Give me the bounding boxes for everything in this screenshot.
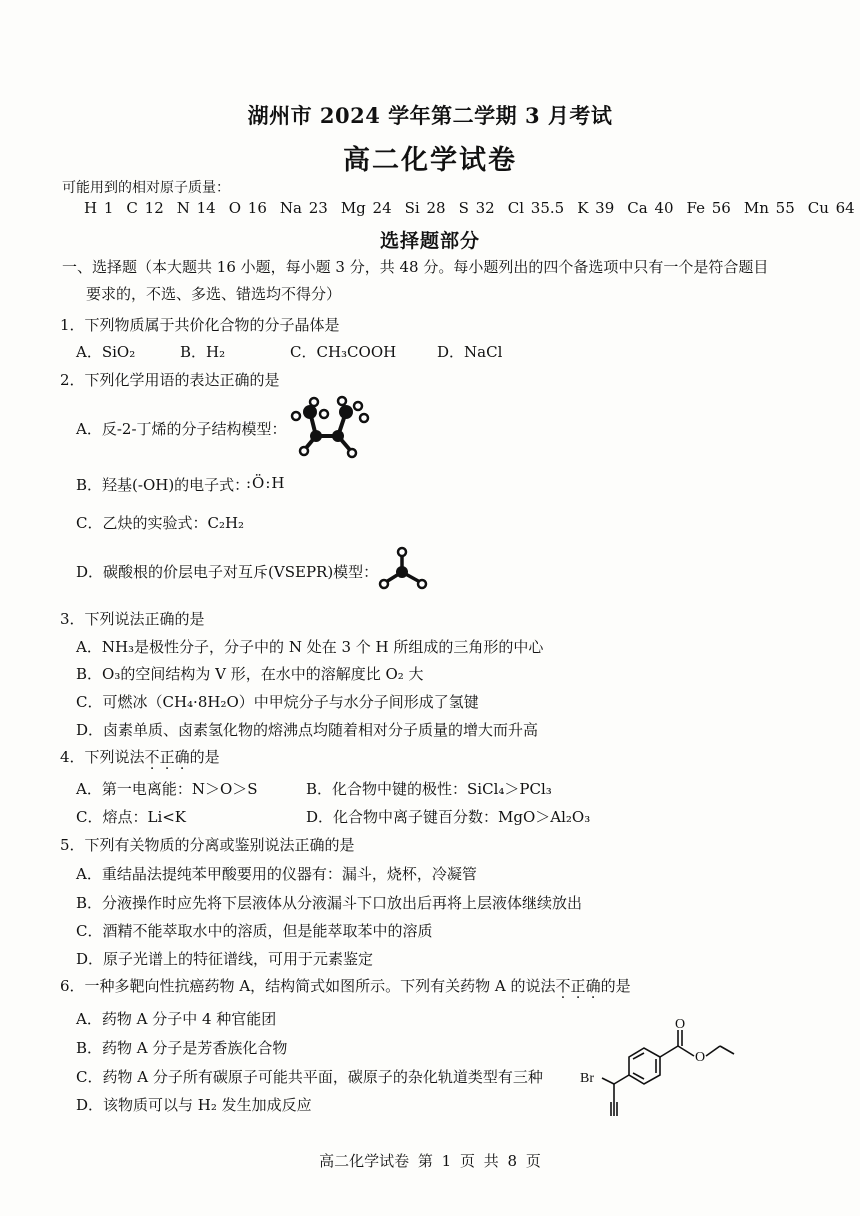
atomic-mass-item: Na 23 [279, 199, 328, 217]
atomic-mass-item: Ca 40 [627, 199, 674, 217]
section-title: 选择题部分 [379, 230, 480, 252]
q6-option-a: A．药物 A 分子中 4 种官能团 [76, 1010, 277, 1028]
q6-option-b: B．药物 A 分子是芳香族化合物 [76, 1039, 288, 1057]
atomic-mass-item: Cu 64 [807, 199, 855, 217]
q6-option-c: C．药物 A 分子所有碳原子可能共平面，碳原子的杂化轨道类型有三种 [76, 1068, 543, 1086]
q4-emphasis-char: 不 [144, 748, 160, 766]
q3-option-d: D．卤素单质、卤素氢化物的熔沸点均随着相对分子质量的增大而升高 [76, 721, 539, 739]
trans-2-butene-model-image [284, 396, 380, 456]
atomic-mass-item: Cl 35.5 [507, 199, 565, 217]
q5-option-a: A．重结晶法提纯苯甲酸要用的仪器有：漏斗，烧杯，冷凝管 [76, 865, 477, 883]
q1-option-a: A．SiO₂ [76, 343, 136, 361]
atomic-mass-item: Mn 55 [743, 199, 795, 217]
q1-option-d: D．NaCl [437, 343, 503, 361]
atomic-mass-item: K 39 [577, 199, 615, 217]
hydroxyl-electron-formula: :Ö:H [246, 474, 286, 492]
exam-subtitle: 高二化学试卷 [343, 145, 517, 176]
q6-emphasis-char: 确 [585, 977, 601, 995]
q4-option-d: D．化合物中离子键百分数：MgO＞Al₂O₃ [306, 808, 591, 826]
q2-stem: 2．下列化学用语的表达正确的是 [60, 371, 280, 389]
atomic-mass-item: C 12 [126, 199, 164, 217]
q6-stem [60, 975, 631, 996]
q4-stem-suffix: 的是 [189, 748, 220, 766]
q5-option-b: B．分液操作时应先将下层液体从分液漏斗下口放出后再将上层液体继续放出 [76, 894, 583, 912]
drug-a-structure-image [576, 1018, 746, 1122]
q4-option-c: C．熔点：Li<K [76, 808, 187, 826]
q4-stem [60, 746, 220, 767]
q4-emphasis-char: 正 [159, 748, 175, 766]
q6-stem-prefix: 6．一种多靶向性抗癌药物 A，结构简式如图所示。下列有关药物 A 的说法 [60, 977, 556, 995]
q5-stem: 5．下列有关物质的分离或鉴别说法正确的是 [60, 836, 355, 854]
carbonyl-oxygen-label: O [674, 1017, 686, 1032]
q5-option-c: C．酒精不能萃取水中的溶质，但是能萃取苯中的溶质 [76, 922, 433, 940]
atomic-mass-item: S 32 [458, 199, 495, 217]
q3-stem: 3．下列说法正确的是 [60, 610, 205, 628]
q6-emphasis-char: 不 [555, 977, 571, 995]
part1-instruction-line1: 一、选择题（本大题共 16 小题，每小题 3 分，共 48 分。每小题列出的四个备选项中只有一个是符合题目 [62, 258, 769, 276]
atomic-mass-item: O 16 [228, 199, 267, 217]
part1-instruction-line2: 要求的，不选、多选、错选均不得分） [86, 285, 342, 303]
q2-option-a: A．反-2-丁烯的分子结构模型： [76, 420, 287, 438]
q6-option-d: D．该物质可以与 H₂ 发生加成反应 [76, 1096, 312, 1114]
q5-option-d: D．原子光谱上的特征谱线，可用于元素鉴定 [76, 950, 374, 968]
q4-emphasis-char: 确 [174, 748, 190, 766]
atomic-mass-list [84, 199, 860, 217]
q4-stem-prefix: 4．下列说法 [60, 748, 145, 766]
page-footer: 高二化学试卷 第 1 页 共 8 页 [319, 1152, 541, 1170]
q2-option-d: D．碳酸根的价层电子对互斥(VSEPR)模型： [76, 563, 379, 581]
q3-option-b: B．O₃的空间结构为 V 形，在水中的溶解度比 O₂ 大 [76, 665, 424, 683]
carbonate-vsepr-model-image [376, 546, 432, 590]
q2-option-b: B．羟基(-OH)的电子式： [76, 476, 250, 494]
atomic-mass-intro: 可能用到的相对原子质量： [62, 180, 230, 196]
bromine-label: Br [580, 1071, 594, 1086]
q4-option-a: A．第一电离能：N＞O＞S [76, 780, 258, 798]
ester-oxygen-label: O [694, 1050, 706, 1065]
atomic-mass-item: Mg 24 [340, 199, 392, 217]
q1-stem: 1．下列物质属于共价化合物的分子晶体是 [60, 316, 340, 334]
q4-option-b: B．化合物中键的极性：SiCl₄＞PCl₃ [306, 780, 552, 798]
q3-option-a: A．NH₃是极性分子，分子中的 N 处在 3 个 H 所组成的三角形的中心 [76, 638, 544, 656]
q3-option-c: C．可燃冰（CH₄·8H₂O）中甲烷分子与水分子间形成了氢键 [76, 693, 479, 711]
atomic-mass-item: H 1 [84, 199, 114, 217]
atomic-mass-item: N 14 [176, 199, 216, 217]
q6-stem-suffix: 的是 [600, 977, 631, 995]
atomic-mass-item: Si 28 [404, 199, 446, 217]
q6-emphasis-char: 正 [570, 977, 586, 995]
q2-option-c: C．乙炔的实验式：C₂H₂ [76, 514, 245, 532]
atomic-mass-item: Fe 56 [686, 199, 731, 217]
q1-option-b: B．H₂ [180, 343, 226, 361]
exam-title: 湖州市 2024 学年第二学期 3 月考试 [247, 103, 613, 128]
q1-option-c: C．CH₃COOH [290, 343, 397, 361]
